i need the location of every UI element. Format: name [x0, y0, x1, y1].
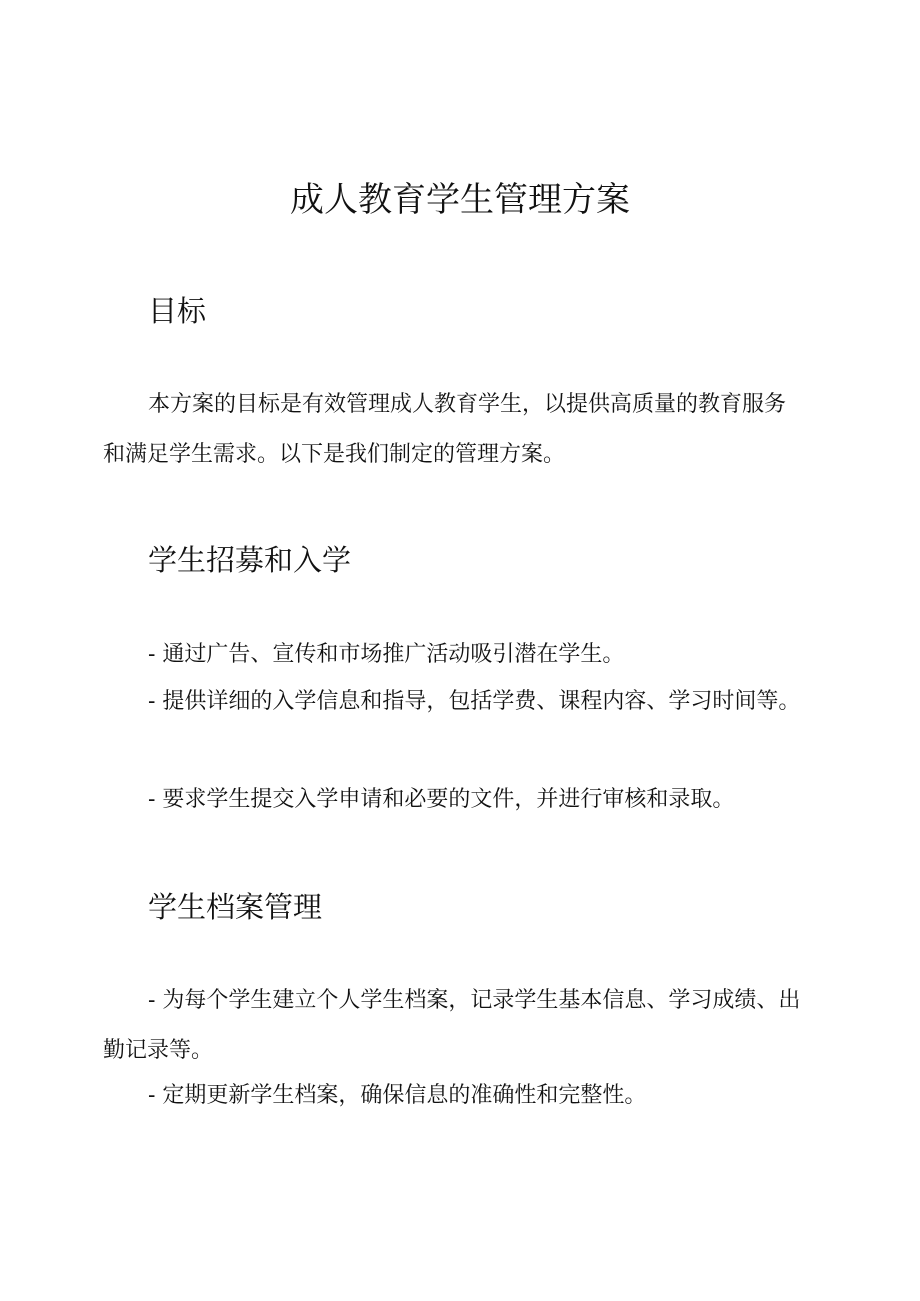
document-title: 成人教育学生管理方案 [290, 180, 630, 220]
recruitment-item-3: - 要求学生提交入学申请和必要的文件，并进行审核和录取。 [148, 787, 735, 812]
recruitment-item-1: - 通过广告、宣传和市场推广活动吸引潜在学生。 [148, 642, 625, 667]
recruitment-item-2: - 提供详细的入学信息和指导，包括学费、课程内容、学习时间等。 [148, 689, 801, 714]
section-heading-recruitment: 学生招募和入学 [148, 543, 352, 577]
section-heading-records: 学生档案管理 [148, 890, 323, 924]
section-heading-goal: 目标 [148, 294, 207, 328]
records-item-2: - 定期更新学生档案，确保信息的准确性和完整性。 [148, 1083, 647, 1108]
records-item-1: - 为每个学生建立个人学生档案，记录学生基本信息、学习成绩、出勤记录等。 [103, 988, 801, 1063]
goal-paragraph: 本方案的目标是有效管理成人教育学生，以提供高质量的教育服务和满足学生需求。以下是我们制定的管理方案。 [103, 392, 787, 467]
